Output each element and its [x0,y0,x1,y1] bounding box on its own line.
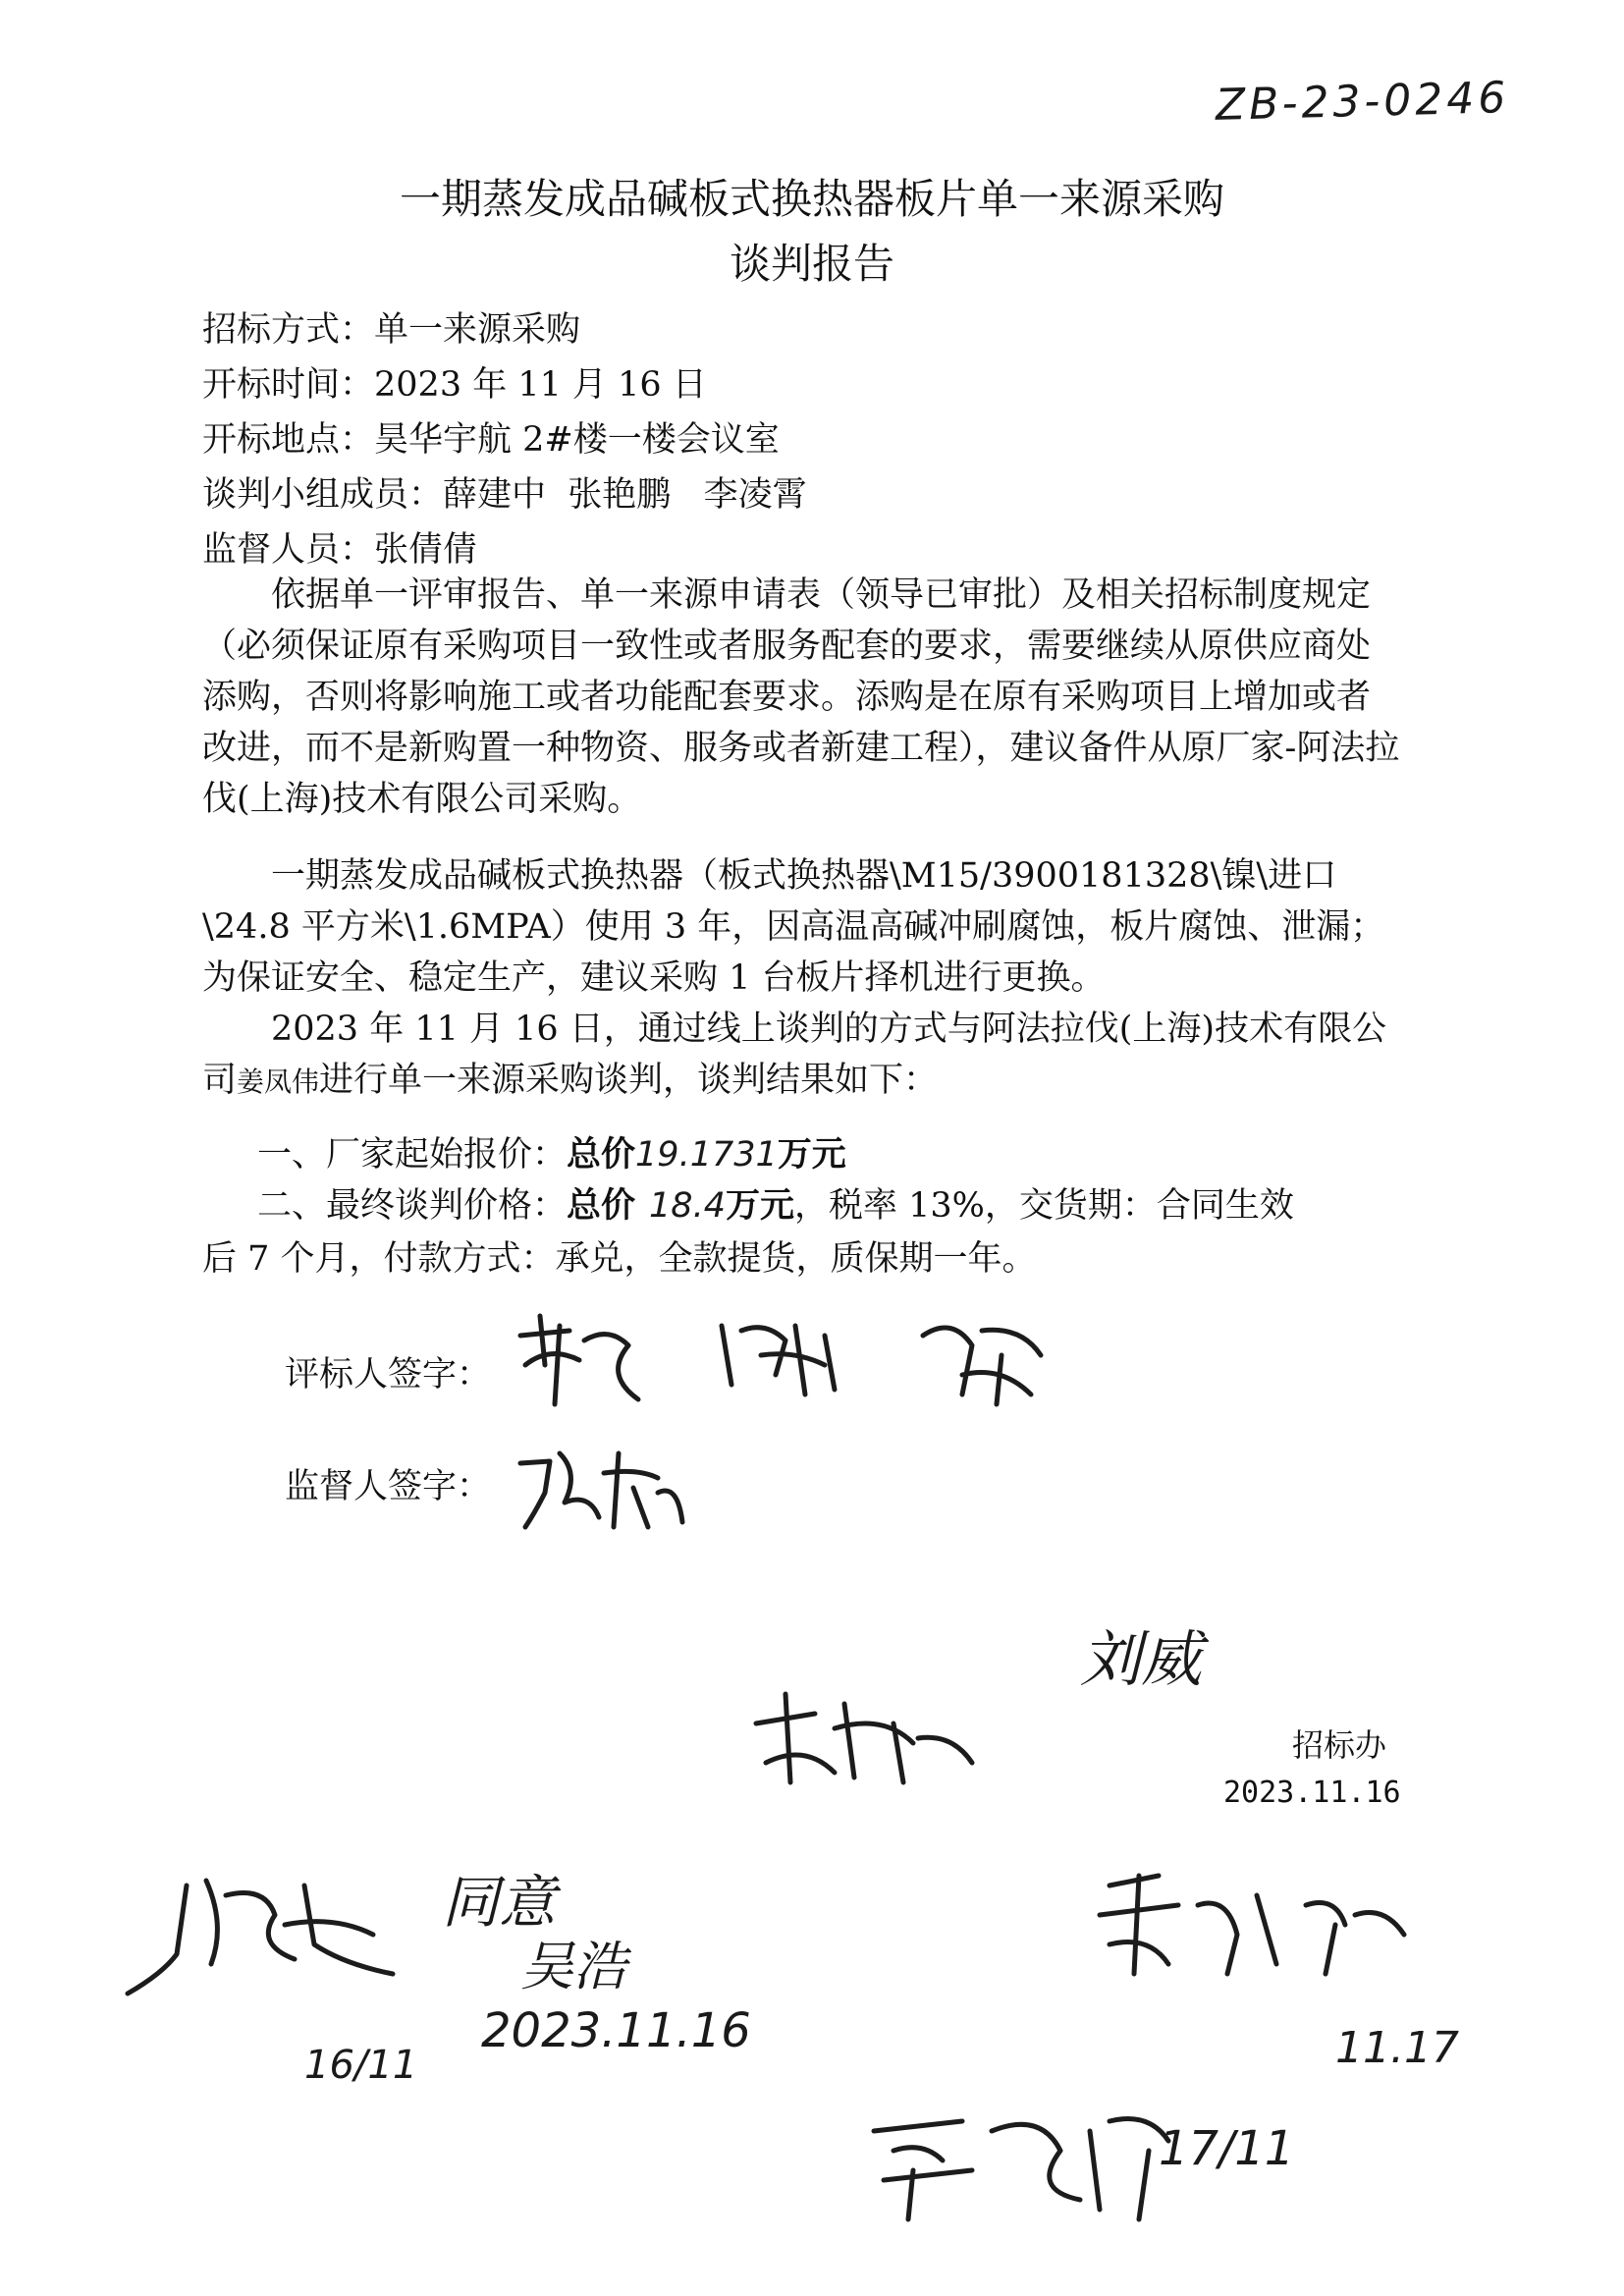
initial-quote-line: 一、厂家起始报价：总价19.1731万元 [257,1134,846,1175]
paragraph-negotiation: 2023 年 11 月 16 日，通过线上谈判的方式与阿法拉伐(上海)技术有限公司姜凤伟进行单一来源采购谈判，谈判结果如下： [202,1010,1387,1100]
approval-date-4: 17/11 [1159,2121,1295,2176]
approval-date-1: 2023.11.16 [481,2003,751,2058]
document-title: 一期蒸发成品碱板式换热器板片单一来源采购 [399,175,1224,223]
approval-name: 吴浩 [520,1936,626,1997]
office-name: 招标办 [1292,1726,1387,1764]
approval-signature-2 [118,1866,412,2013]
approval-note-1: 刘威 [1080,1623,1203,1695]
meta-open-time: 开标时间：2023 年 11 月 16 日 [202,365,707,405]
final-price-value: 18.4 [649,1186,726,1226]
approval-date-3: 16/11 [304,2043,418,2088]
approval-note-agree: 同意 [442,1869,557,1936]
meta-open-place: 开标地点：昊华宇航 2#楼一楼会议室 [202,420,780,460]
supervisor-signature [511,1434,707,1542]
approval-signature-1 [746,1684,982,1792]
supervisor-signature-label: 监督人签字： [285,1467,492,1506]
meta-supervisor: 监督人员：张倩倩 [202,530,478,570]
evaluator-signature-label: 评标人签字： [285,1355,492,1394]
office-date: 2023.11.16 [1223,1776,1401,1810]
meta-negotiation-team: 谈判小组成员：薛建中 张艳鹏 李凌霄 [202,475,807,515]
evaluator-signatures [511,1306,1060,1424]
approval-date-2: 11.17 [1335,2023,1459,2073]
document-number: ZB-23-0246 [1215,73,1510,131]
initial-quote-value: 19.1731 [635,1135,778,1175]
approval-signature-3 [1080,1866,1414,1994]
paragraph-equipment: 一期蒸发成品碱板式换热器（板式换热器\M15/3900181328\镍\进口\24.8 平方米\1.6MPA）使用 3 年，因高温高碱冲刷腐蚀，板片腐蚀、泄漏；为保证安全、稳定生产，建议采购 1 台板片择机进行更换。 [202,856,1385,998]
paragraph-basis: 依据单一评审报告、单一来源申请表（领导已审批）及相关招标制度规定（必须保证原有采购项目一致性或者服务配套的要求，需要继续从原供应商处添购，否则将影响施工或者功能配套要求。添购是在原有采购项目上增加或者改进，而不是新购置一种物资、服务或者新建工程），建议备件从原厂家-阿法拉伐(上海)技术有限公司采购。 [202,575,1400,819]
final-price-line-2: 后 7 个月，付款方式：承兑，全款提货，质保期一年。 [202,1239,1037,1279]
document-subtitle: 谈判报告 [729,240,894,288]
meta-bid-method: 招标方式：单一来源采购 [202,310,581,350]
final-price-line: 二、最终谈判价格：总价 18.4万元，税率 13%，交货期：合同生效 [257,1185,1294,1226]
